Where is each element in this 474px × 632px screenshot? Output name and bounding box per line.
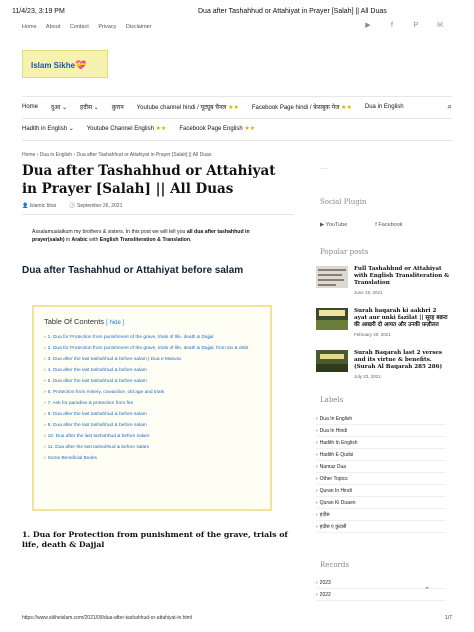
facebook-label: Facebook <box>378 222 403 228</box>
author-name: Islamic bhai <box>29 203 57 209</box>
nav-youtube-hindi[interactable] <box>137 103 239 111</box>
label-item[interactable] <box>316 509 446 521</box>
nav-facebook-hindi-label: Facebook Page hindi / फ़ेसबुक पेज <box>251 105 340 111</box>
label-item[interactable] <box>316 449 446 461</box>
label-item[interactable] <box>316 461 446 473</box>
facebook-link[interactable] <box>375 222 402 228</box>
post-thumbnail <box>316 350 348 372</box>
caret-right-icon: › <box>44 379 46 384</box>
toc-item[interactable] <box>44 431 260 442</box>
popular-post-date: July 23, 2021 <box>354 374 381 379</box>
top-bar <box>22 24 452 36</box>
label-item[interactable] <box>316 473 446 485</box>
nav-youtube-hindi-label: Youtube channel hindi / यूट्यूब चैनल <box>136 105 227 111</box>
caret-right-icon: › <box>44 390 46 395</box>
nav-home[interactable]: Home <box>22 104 39 110</box>
email-icon[interactable]: ✉ <box>437 22 443 29</box>
label-item-text: Other Topics <box>319 476 348 482</box>
print-url: https://www.sikheislam.com/2021/09/dua-after-tashahhud-or-attahiyat-in.html <box>22 615 193 621</box>
toc-item-label: 6. Protection from misery, cowardice, old age and trials <box>47 390 165 395</box>
sidebar-divider: --- <box>320 166 329 172</box>
label-item[interactable] <box>316 485 446 497</box>
nav-quran[interactable]: क़ुरान <box>111 105 124 111</box>
caret-right-icon: › <box>316 428 318 434</box>
toc-title-row <box>44 317 260 326</box>
table-of-contents <box>32 305 272 511</box>
social-plugin <box>320 222 455 228</box>
post-date: 🕒 September 26, 2021 <box>69 203 123 209</box>
popular-post-title: Surah Baqarah last 2 verses and its virtue & benefits. (Surah Al Baqarah 285 286) <box>354 350 443 370</box>
caret-right-icon: › <box>44 357 46 362</box>
label-item-text: Dua In Hindi <box>319 428 348 434</box>
popular-post[interactable] <box>316 266 451 295</box>
caret-right-icon: › <box>44 335 46 340</box>
toc-item-label: 7. Ask for paradise & protection from fire <box>47 401 134 406</box>
label-item-text: हदीस <box>319 512 330 518</box>
toc-item[interactable] <box>44 420 260 431</box>
top-link-privacy[interactable]: Privacy <box>98 24 117 30</box>
toc-item[interactable] <box>44 332 260 343</box>
nav-dua-english[interactable]: Dua in English <box>364 104 404 110</box>
intro-text-4: . <box>190 237 192 243</box>
pinterest-icon[interactable]: P <box>413 22 419 29</box>
print-page-number: 1/7 <box>445 615 452 621</box>
caret-right-icon: › <box>44 346 46 351</box>
popular-post-title: Surah baqarah ki aakhri 2 ayat aur unki fazilat || सूरह बक़रा की आखरी दो आयत और उनकी फ़ज़ीलत <box>354 308 448 328</box>
caret-right-icon: › <box>44 456 46 461</box>
label-item[interactable] <box>316 413 446 425</box>
label-item-text: Dua In English <box>319 416 353 422</box>
caret-right-icon: › <box>316 500 318 506</box>
facebook-icon: f <box>375 222 377 228</box>
toc-item-label: 8. Dua after the last tashahhud & before salam <box>47 412 147 417</box>
caret-right-icon: › <box>316 476 318 482</box>
popular-post[interactable] <box>316 350 451 379</box>
intro-bold-2: Arabic <box>71 237 88 243</box>
label-item-text: Hadith In English <box>319 440 358 446</box>
facebook-icon[interactable]: f <box>391 22 393 29</box>
scroll-top-icon[interactable]: ⌃ <box>424 587 430 594</box>
intro-paragraph <box>32 228 278 244</box>
star-icon: ★★ <box>244 125 256 132</box>
heart-icon: 💝 <box>75 60 87 70</box>
caret-right-icon: › <box>316 452 318 458</box>
youtube-icon[interactable]: ▶ <box>365 22 371 29</box>
nav-hadith[interactable]: हदीस ⌄ <box>80 105 99 111</box>
toc-item-label: 3. Dua after the last tashahhud & before salam | Dua e Masura <box>47 357 181 362</box>
youtube-link[interactable] <box>320 222 347 228</box>
caret-right-icon: › <box>316 580 318 586</box>
label-item-text: Quran Ki Duaen <box>319 500 356 506</box>
social-icons <box>364 22 452 30</box>
author[interactable]: 👤 Islamic bhai <box>22 203 57 209</box>
divider <box>22 96 452 97</box>
print-datetime: 11/4/23, 3:19 PM <box>12 8 65 15</box>
toc-item[interactable] <box>44 453 260 464</box>
label-item-text: Namaz Dua <box>319 464 347 470</box>
search-icon[interactable]: ⌕ <box>447 102 452 111</box>
star-icon: ★★ <box>155 125 167 132</box>
intro-text-1: Assalamualaikum my brothers & sisters. In this post we will tell you <box>32 229 187 235</box>
record-year: 2022 <box>319 592 331 598</box>
nav-facebook-english[interactable] <box>179 125 255 132</box>
toc-item-label: 4. Dua after the last tashahhud & before salam <box>47 368 147 373</box>
section-1-heading: 1. Dua for Protection from punishment of the grave, trials of life, death & Dajjal <box>22 530 288 549</box>
post-meta <box>22 203 134 209</box>
caret-right-icon: › <box>44 445 46 450</box>
social-plugin-heading: Social Plugin <box>320 198 367 206</box>
secondary-nav <box>22 122 452 134</box>
nav-dua[interactable]: दुआ ⌄ <box>51 105 68 111</box>
records-heading: Records <box>320 561 349 569</box>
toc-toggle[interactable]: [ hide ] <box>106 320 125 326</box>
record-year: 2023 <box>319 580 331 586</box>
divider <box>22 214 294 215</box>
caret-right-icon: › <box>316 464 318 470</box>
caret-right-icon: › <box>316 592 318 598</box>
labels-list <box>316 413 446 533</box>
top-link-home[interactable]: Home <box>22 24 37 30</box>
top-link-contact[interactable]: Contact <box>69 24 89 30</box>
top-link-disclaimer[interactable]: Disclaimer <box>125 24 152 30</box>
post-date-value: September 26, 2021 <box>77 203 123 209</box>
divider <box>22 140 452 141</box>
label-item[interactable] <box>316 437 446 449</box>
intro-bold-3: English Transliteration & Translation <box>99 237 191 243</box>
caret-right-icon: › <box>44 423 46 428</box>
breadcrumb[interactable]: Home › Dua in English › Dua after Tashahhud or Attahiyat in Prayer [Salah] || All Duas <box>22 152 212 158</box>
popular-post-date: February 20, 2021 <box>354 332 391 337</box>
toc-item[interactable] <box>44 442 260 453</box>
toc-item-label: 1. Dua for Protection from punishment of the grave, trials of life, death & Dajjal <box>47 335 214 340</box>
toc-item[interactable] <box>44 398 260 409</box>
label-item[interactable] <box>316 425 446 437</box>
toc-item-label: 11. Dua after the last tashahhud & before salam <box>47 445 150 450</box>
label-item-text: Quran In Hindi <box>319 488 352 494</box>
popular-posts-heading: Popular posts <box>320 248 369 256</box>
intro-text-2: in <box>64 237 72 243</box>
toc-item-label: 9. Dua after the last tashahhud & before salam <box>47 423 147 428</box>
divider <box>22 118 452 119</box>
toc-title: Table Of Contents <box>44 317 105 326</box>
labels-heading: Labels <box>320 396 344 404</box>
caret-right-icon: › <box>316 488 318 494</box>
star-icon: ★★ <box>228 105 239 111</box>
post-title: Dua after Tashahhud or Attahiyat in Prayer [Salah] || All Duas <box>22 163 276 197</box>
post-thumbnail <box>316 266 348 288</box>
toc-item[interactable] <box>44 354 260 365</box>
section-heading: Dua after Tashahhud or Attahiyat before salam <box>22 265 244 276</box>
label-item-text: हदीस ए क़ुदसी <box>319 524 347 530</box>
main-nav <box>22 100 452 114</box>
caret-right-icon: › <box>316 416 318 422</box>
youtube-icon: ▶ <box>320 222 325 228</box>
intro-text-3: with <box>87 237 100 243</box>
label-item[interactable] <box>316 521 446 533</box>
site-logo[interactable] <box>22 50 108 78</box>
toc-item-label: Some Beneficial Books <box>47 456 97 461</box>
caret-right-icon: › <box>44 412 46 417</box>
label-item[interactable] <box>316 497 446 509</box>
toc-item-label: 5. Dua after the last tashahhud & before salam <box>47 379 147 384</box>
popular-post[interactable] <box>316 308 451 337</box>
intro-bold-1: all dua after tashahhud in prayer(salah) <box>32 229 250 243</box>
logo-text: Islam Sikhe <box>31 61 76 70</box>
caret-right-icon: › <box>316 512 318 518</box>
label-item-text: Hadith E Qudsi <box>319 452 354 458</box>
top-link-about[interactable]: About <box>45 24 61 30</box>
toc-item-label: 2. Dua for Protection from punishment of the grave, trials of life, death & Dajjal, from sin & debt <box>47 346 249 351</box>
nav-facebook-english-label: Facebook Page English <box>179 125 243 132</box>
toc-item[interactable] <box>44 387 260 398</box>
nav-youtube-english-label: Youtube Channel English <box>86 125 154 132</box>
star-icon: ★★ <box>341 105 352 111</box>
post-thumbnail <box>316 308 348 330</box>
nav-youtube-english[interactable] <box>87 125 167 132</box>
popular-post-date: June 19, 2021 <box>354 290 383 295</box>
caret-right-icon: › <box>316 440 318 446</box>
print-title: Dua after Tashahhud or Attahiyat in Prayer [Salah] || All Duas <box>198 8 387 15</box>
toc-item-label: 10. Dua after the last tashahhud & before salam <box>47 434 150 439</box>
caret-right-icon: › <box>44 434 46 439</box>
nav-hadith-english[interactable]: Hadith in English ⌄ <box>22 125 74 132</box>
caret-right-icon: › <box>316 524 318 530</box>
toc-item[interactable] <box>44 376 260 387</box>
toc-item[interactable] <box>44 365 260 376</box>
caret-right-icon: › <box>44 368 46 373</box>
toc-list <box>44 332 260 464</box>
nav-facebook-hindi[interactable] <box>252 103 352 111</box>
youtube-label: YouTube <box>325 222 348 228</box>
toc-item[interactable] <box>44 345 260 352</box>
popular-post-title: Full Tashahhud or Attahiyat with English Transliteration & Translation <box>354 266 450 286</box>
toc-item[interactable] <box>44 409 260 420</box>
caret-right-icon: › <box>44 401 46 406</box>
